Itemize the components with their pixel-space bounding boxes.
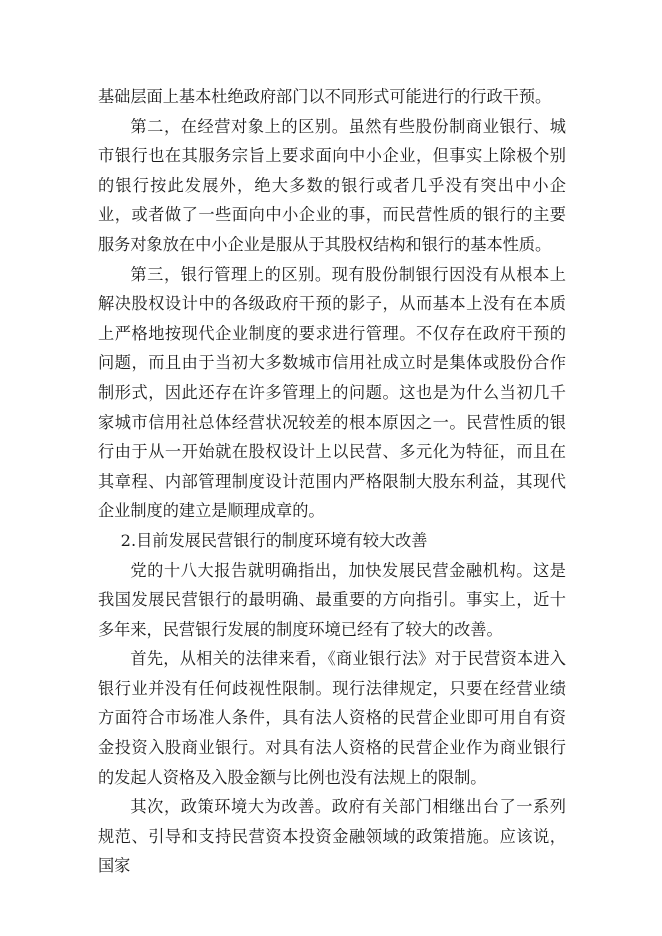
paragraph-policy-environment: 其次，政策环境大为改善。政府有关部门相继出台了一系列规范、引导和支持民营资本投资金融领域的政策措施。应该说，国家 <box>98 797 566 876</box>
paragraph-third-difference: 第三，银行管理上的区别。现有股份制银行因没有从根本上解决股权设计中的各级政府干预的影子，从而基本上没有在本质上严格地按现代企业制度的要求进行管理。不仅存在政府干预的问题，而且由于当初大多数城市信用社成立时是集体或股份合作制形式，因此还存在许多管理上的问题。这也是为什么当初几千家城市信用社总体经营状况较差的根本原因之一。民营性质的银行由于从一开始就在股权设计上以民营、多元化为特征，而且在其章程、内部管理制度设计范围内严格限制大股东利益，其现代企业制度的建立是顺理成章的。 <box>98 264 566 521</box>
paragraph-second-difference: 第二，在经营对象上的区别。虽然有些股份制商业银行、城市银行也在其服务宗旨上要求面向中小企业，但事实上除极个别的银行按此发展外，绝大多数的银行或者几乎没有突出中小企业，或者做了一些面向中小企业的事，而民营性质的银行的主要服务对象放在中小企业是服从于其股权结构和银行的基本性质。 <box>98 116 566 254</box>
document-page <box>98 82 566 881</box>
paragraph-legal-environment: 首先，从相关的法律来看，《商业银行法》对于民营资本进入银行业并没有任何歧视性限制。现行法律规定，只要在经营业绩方面符合市场准人条件，具有法人资格的民营企业即可用自有资金投资入股商业银行。对具有法人资格的民营企业作为商业银行的发起人资格及入股金额与比例也没有法规上的限制。 <box>98 649 566 787</box>
section-heading: 2.目前发展民营银行的制度环境有较大改善 <box>120 530 428 550</box>
paragraph-party-report: 党的十八大报告就明确指出，加快发展民营金融机构。这是我国发展民营银行的最明确、最重要的方向指引。事实上，近十多年来，民营银行发展的制度环境已经有了较大的改善。 <box>98 560 566 639</box>
paragraph-continuation: 基础层面上基本杜绝政府部门以不同形式可能进行的行政干预。 <box>98 87 552 106</box>
